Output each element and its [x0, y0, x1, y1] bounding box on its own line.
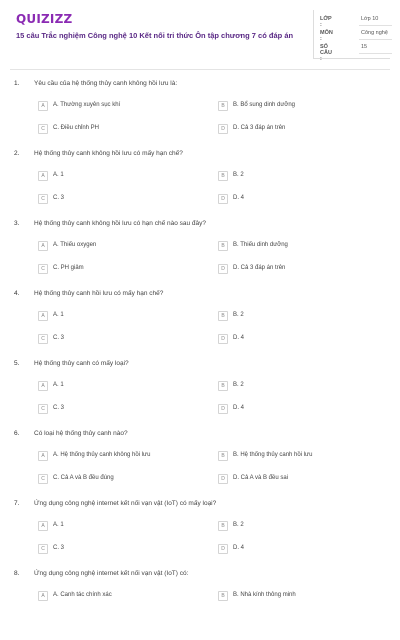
meta-label: LỚP : — [320, 16, 332, 28]
option-text: A. 1 — [53, 172, 64, 178]
option-letter-box[interactable]: A — [38, 521, 48, 531]
header-divider — [10, 69, 390, 70]
option-text: C. 3 — [53, 195, 65, 201]
option-letter-box[interactable]: A — [38, 451, 48, 461]
option-letter-box[interactable]: B — [218, 451, 228, 461]
question-text: Ứng dụng công nghệ internet kết nối vạn vật (IoT) có mấy loại? — [34, 500, 217, 507]
option-letter-box[interactable]: A — [38, 171, 48, 181]
option-letter-box[interactable]: D — [218, 474, 228, 484]
option-text: A. 1 — [53, 312, 64, 318]
question-number: 3. — [14, 220, 20, 227]
option-text: C. 3 — [53, 405, 65, 411]
option-text: B. Thiếu dinh dưỡng — [233, 242, 288, 248]
option-letter-box[interactable]: C — [38, 474, 48, 484]
option-text: A. Canh tác chính xác — [53, 592, 112, 598]
question-number: 6. — [14, 430, 20, 437]
meta-value: 15 — [361, 44, 368, 50]
meta-value: Công nghệ — [361, 30, 388, 36]
question-number: 4. — [14, 290, 20, 297]
option-letter-box[interactable]: D — [218, 544, 228, 554]
option-letter-box[interactable]: C — [38, 264, 48, 274]
question-number: 8. — [14, 570, 20, 577]
meta-underline — [359, 39, 392, 40]
question-item — [0, 220, 400, 290]
option-letter-box[interactable]: A — [38, 591, 48, 601]
question-text: Có loại hệ thống thủy canh nào? — [34, 430, 128, 437]
option-letter-box[interactable]: D — [218, 334, 228, 344]
option-text: D. 4 — [233, 195, 245, 201]
quizizz-logo[interactable]: QUIZIZZ — [16, 12, 73, 26]
option-text: D. 4 — [233, 545, 245, 551]
option-text: D. 4 — [233, 335, 245, 341]
option-text: D. Cả 3 đáp án trên — [233, 265, 286, 271]
option-text: C. 3 — [53, 335, 65, 341]
option-letter-box[interactable]: D — [218, 194, 228, 204]
option-letter-box[interactable]: B — [218, 591, 228, 601]
option-letter-box[interactable]: D — [218, 264, 228, 274]
question-item — [0, 500, 400, 570]
option-text: D. Cả 3 đáp án trên — [233, 125, 286, 131]
question-text: Hệ thống thủy canh hồi lưu có mấy hạn chế? — [34, 290, 164, 297]
option-letter-box[interactable]: C — [38, 334, 48, 344]
option-text: A. 1 — [53, 522, 64, 528]
option-text: B. Bổ sung dinh dưỡng — [233, 102, 295, 108]
meta-underline — [359, 25, 392, 26]
option-letter-box[interactable]: A — [38, 241, 48, 251]
question-item — [0, 80, 400, 150]
meta-label: MÔN : — [320, 30, 333, 42]
option-text: A. Hệ thống thủy canh không hồi lưu — [53, 452, 151, 458]
option-text: B. Nhà kính thông minh — [233, 592, 296, 598]
option-text: A. Thiếu oxygen — [53, 242, 97, 248]
option-letter-box[interactable]: B — [218, 171, 228, 181]
question-number: 5. — [14, 360, 20, 367]
option-text: D. Cả A và B đều sai — [233, 475, 289, 481]
option-letter-box[interactable]: B — [218, 241, 228, 251]
option-letter-box[interactable]: A — [38, 311, 48, 321]
option-letter-box[interactable]: D — [218, 124, 228, 134]
option-text: C. 3 — [53, 545, 65, 551]
option-letter-box[interactable]: A — [38, 381, 48, 391]
option-text: A. Thường xuyên sục khí — [53, 102, 121, 108]
question-text: Hệ thống thủy canh có mấy loại? — [34, 360, 129, 367]
meta-info-box — [313, 10, 390, 62]
question-item — [0, 430, 400, 500]
option-text: B. 2 — [233, 312, 244, 318]
option-letter-box[interactable]: B — [218, 381, 228, 391]
option-letter-box[interactable]: C — [38, 194, 48, 204]
question-item — [0, 360, 400, 430]
question-text: Hệ thống thủy canh không hồi lưu có hạn chế nào sau đây? — [34, 220, 207, 227]
option-text: B. 2 — [233, 172, 244, 178]
question-item — [0, 290, 400, 360]
option-text: B. Hệ thống thủy canh hồi lưu — [233, 452, 313, 458]
question-text: Hệ thống thủy canh không hồi lưu có mấy hạn chế? — [34, 150, 183, 157]
question-number: 7. — [14, 500, 20, 507]
option-text: B. 2 — [233, 382, 244, 388]
worksheet-title: 15 câu Trắc nghiệm Công nghệ 10 Kết nối tri thức Ôn tập chương 7 có đáp án — [16, 31, 294, 40]
question-text: Yêu cầu của hệ thống thủy canh không hồi lưu là: — [34, 80, 178, 87]
option-text: A. 1 — [53, 382, 64, 388]
meta-underline — [359, 53, 392, 54]
option-letter-box[interactable]: C — [38, 404, 48, 414]
question-text: Ứng dụng công nghệ internet kết nối vạn vật (IoT) có: — [34, 570, 189, 577]
meta-value: Lớp 10 — [361, 16, 379, 22]
worksheet-header — [0, 0, 400, 70]
option-text: C. Điều chỉnh PH — [53, 125, 100, 131]
option-letter-box[interactable]: B — [218, 311, 228, 321]
option-letter-box[interactable]: D — [218, 404, 228, 414]
question-item — [0, 570, 400, 640]
meta-label: SỐ CÂU : — [320, 44, 332, 62]
question-item — [0, 150, 400, 220]
option-text: C. Cả A và B đều đúng — [53, 475, 114, 481]
option-text: B. 2 — [233, 522, 244, 528]
option-text: C. PH giảm — [53, 265, 84, 271]
option-letter-box[interactable]: B — [218, 521, 228, 531]
question-number: 2. — [14, 150, 20, 157]
option-letter-box[interactable]: B — [218, 101, 228, 111]
option-letter-box[interactable]: C — [38, 124, 48, 134]
question-number: 1. — [14, 80, 20, 87]
option-text: D. 4 — [233, 405, 245, 411]
option-letter-box[interactable]: A — [38, 101, 48, 111]
option-letter-box[interactable]: C — [38, 544, 48, 554]
